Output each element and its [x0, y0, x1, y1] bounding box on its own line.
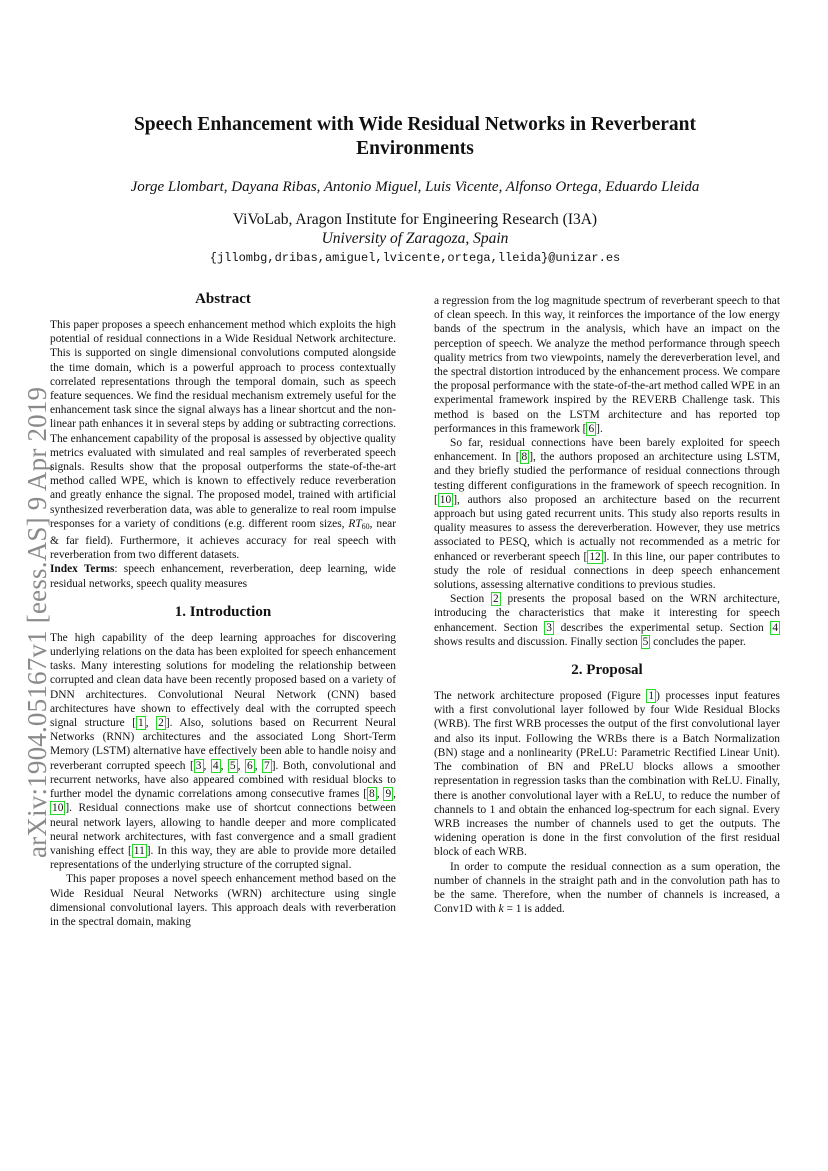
citation-link[interactable]: 8: [521, 451, 528, 464]
right-paragraph-2: [434, 436, 780, 592]
section-link[interactable]: 4: [772, 621, 779, 634]
citation-link[interactable]: 12: [589, 550, 601, 563]
body-text: ].: [596, 422, 603, 435]
citation-link[interactable]: 5: [229, 759, 236, 772]
body-text: = 1 is added.: [503, 903, 565, 916]
body-text: concludes the paper.: [650, 635, 746, 648]
citation-link[interactable]: 11: [133, 844, 145, 857]
body-text: Section: [450, 593, 491, 606]
right-paragraph-3: [434, 592, 780, 649]
figure-link[interactable]: 1: [648, 690, 655, 703]
body-text: ], authors also proposed an architecture based on the recurrent approach but using gated recurrent units. This study also reports results in quality measures to assess the dereverberation. However, they use metrics associated to PESQ, which is actually not recommended as a metric for enhanced or reverberant speech [: [434, 493, 780, 563]
proposal-heading: 2. Proposal: [571, 662, 643, 679]
abstract-heading: Abstract: [195, 291, 251, 307]
rt-subscript: 60: [361, 521, 370, 531]
rt-symbol: RT: [348, 517, 362, 530]
body-text: ]. In this line, our paper contributes to study the role of residual connections in deep speech enhancement solutions, assessing alternative conditions to previous studies.: [434, 550, 780, 592]
paper-title: Speech Enhancement with Wide Residual Networks in Reverberant Environments: [133, 114, 697, 159]
citation-link[interactable]: 6: [588, 422, 595, 435]
citation-link[interactable]: 6: [246, 759, 253, 772]
body-text: The network architecture proposed (Figure: [434, 690, 647, 703]
body-text: In order to compute the residual connection as a sum operation, the number of channels in the straight path and in the convolution path has to be the same. Therefore, when the number of channels is increased, a Conv1D with: [434, 860, 780, 916]
citation-link[interactable]: 3: [195, 759, 202, 772]
abstract-text: This paper proposes a speech enhancement method which exploits the high potential of residual connections in a Wide Residual Network architecture. This is supported on single dimensional convolutions computed alongside the time domain, which is a powerful approach to process contextually correlated representations through the temporal domain, such as speech feature sequences. We find the residual mechanism extremely useful for the enhancement task since the signal always has a linear shortcut and the non-linear path enhances it in several steps by adding or subtracting corrections. The enhancement capability of the proposal is assessed by objective quality metrics evaluated with simulated and real samples of reverberated speech signals. Results show that the proposal outperforms the state-of-the-art method called WPE, which is known to effectively reduce reverberation and greatly enhance the signal. The proposed model, trained with artificial synthesized reverberation data, was able to generalize to real room impulse responses for a variety of conditions (e.g. different room sizes,: [50, 319, 396, 530]
citation-link[interactable]: 2: [158, 717, 164, 730]
index-terms-text: : speech enhancement, reverberation, deep learning, wide residual networks, speech quality measures: [50, 563, 396, 590]
intro-text: ]. In this way, they are able to provide more detailed representations of the underlying structure of the corrupted signal.: [50, 844, 396, 872]
body-text: So far, residual connections have been barely exploited for speech enhancement. In [: [434, 437, 780, 464]
body-text: ) processes input features with a first convolutional layer followed by four Wide Residual Blocks (WRB). The first WRB processes the output of the first convolutional layer and also its input. Following the WRBs there is a Batch Normalization (BN) stage and a nonlinearity (PReLU: Parametric Rectified Linear Unit). The combination of BN and PReLU blocks allows a smoother representation in regression tasks than the combination with ReLU. Finally, there is another convolutional layer with a ReLU, to reduce the number of channels to 1 and obtain the enhanced log-spectrum for each signal. Every WRB increases the number of channels used to get the outputs. The widening operation is done in the first convolution of the first residual block of each WRB.: [434, 690, 780, 859]
intro-text: ]. Also, solutions based on Recurrent Neural Networks (RNN) architectures and the associated Long Short-Term Memory (LSTM) alternative have effectively been able to handle noisy and reverberant corrupted speech [: [50, 717, 396, 772]
section-link[interactable]: 5: [642, 635, 649, 648]
intro-paragraph-1: The high capability of the deep learning approaches for discovering underlying relations on the data has been exploited for speech enhancement tasks. Many interesting solutions for modeling the relationship between corrupted and clean data have been recently proposed based on a variety of DNN architectures. Convolutional Neural Network (CNN) based architectures have shown to effectively deal with the corrupted speech signal structure [ 1 , 2 ]. Also, solutions based on Recurrent Neural Networks (RNN) architectures and the associated Long Short-Term Memory (LSTM) alternative have effectively been able to handle noisy and reverberant corrupted speech [ 3 , 4 , 5 , 6 , 7 ]. Both, convolutional and recurrent networks, have also appeared combined with residual blocks to further model the dynamic correlations among consecutive frames [ 8 , 9 , 10 ]. Residual connections make use of shortcut connections between neural network layers, allowing to handle deeper and more complicated neural network architectures, with fast convergence and a small gradient vanishing effect [ 11 ]. In this way, they are able to provide more detailed representations of the underlying structure of the corrupted signal.: [50, 631, 396, 872]
citation-link[interactable]: 9: [385, 788, 392, 801]
author-emails: {jllombg,dribas,amiguel,lvicente,ortega,lleida}@unizar.es: [209, 251, 621, 265]
index-terms-label: Index Terms: [50, 563, 115, 576]
body-text: ], the authors proposed an architecture using LSTM, and they briefly studied the performance of residual connections through testing different configurations in the framework of speech recognition. In [: [434, 451, 780, 506]
right-paragraph-1: [434, 294, 780, 436]
body-text: describes the experimental setup. Section: [553, 621, 771, 634]
right-column: [434, 294, 780, 916]
body-text: a regression from the log magnitude spectrum of reverberant speech to that of clean speech. In this way, it reinforces the importance of the low energy bands of the spectrum in the analysis, which have an impact on the perception of speech. We analyze the method performance through speech quality metrics from two viewpoints, namely the dereverberation level, and the spectral distortion introduced by the enhancement process. We compare the proposal performance with the state-of-the-art method called WPE in an experimental framework inspired by the REVERB Challenge task. This method is based on the LSTM architecture and has reported top performances in this framework [: [434, 295, 780, 435]
arxiv-identifier: arXiv:1904.05167v1 [eess.AS] 9 Apr 2019: [22, 386, 52, 858]
section-link[interactable]: 2: [493, 593, 499, 606]
proposal-paragraph-2: [434, 860, 780, 917]
university: University of Zaragoza, Spain: [321, 230, 509, 247]
k-symbol: k: [498, 903, 504, 916]
intro-paragraph-2: This paper proposes a novel speech enhancement method based on the Wide Residual Neural Networks (WRN) architecture using single dimensional convolutional layers. This approach deals with reverberation in the spectral domain, making: [50, 873, 396, 928]
introduction-heading: 1. Introduction: [174, 603, 272, 620]
author-list: Jorge Llombart, Dayana Ribas, Antonio Miguel, Luis Vicente, Alfonso Ortega, Eduardo Lleida: [130, 179, 700, 195]
left-column: [50, 290, 396, 929]
proposal-paragraph-1: [434, 689, 780, 859]
citation-link[interactable]: 8: [369, 788, 375, 801]
abstract-paragraph: [50, 318, 396, 562]
body-text: presents the proposal based on the WRN architecture, introducing the characteristics that make it interesting for speech enhancement. Section: [434, 593, 780, 634]
abstract-text-end: , near & far field). Furthermore, it achieves accuracy for real speech with reverberation from two different datasets.: [50, 517, 397, 562]
citation-link[interactable]: 1: [138, 717, 144, 730]
intro-text: ]. Residual connections make use of shortcut connections between neural network layers, allowing to handle deeper and more complicated neural network architectures, with fast convergence and a small gradient vanishing effect [: [50, 802, 396, 857]
intro-text: The high capability of the deep learning approaches for discovering underlying relations on the data has been exploited for speech enhancement tasks. Many interesting solutions for modeling the relationship between corrupted and clean data have been recently proposed based on a variety of DNN architectures. Convolutional Neural Network (CNN) based architectures have shown to effectively deal with the corrupted speech signal structure [: [50, 631, 396, 730]
citation-link[interactable]: 4: [212, 759, 219, 772]
body-text: shows results and discussion. Finally section: [434, 635, 641, 648]
citation-link[interactable]: 10: [439, 493, 452, 506]
affiliation: ViVoLab, Aragon Institute for Engineering Research (I3A): [232, 211, 598, 228]
citation-link[interactable]: 7: [264, 759, 270, 772]
citation-link[interactable]: 10: [52, 802, 64, 815]
index-terms: [50, 562, 396, 590]
section-link[interactable]: 3: [546, 621, 552, 634]
intro-text: ]. Both, convolutional and recurrent networks, have also appeared combined with residual blocks to further model the dynamic correlations among consecutive frames [: [50, 759, 396, 801]
